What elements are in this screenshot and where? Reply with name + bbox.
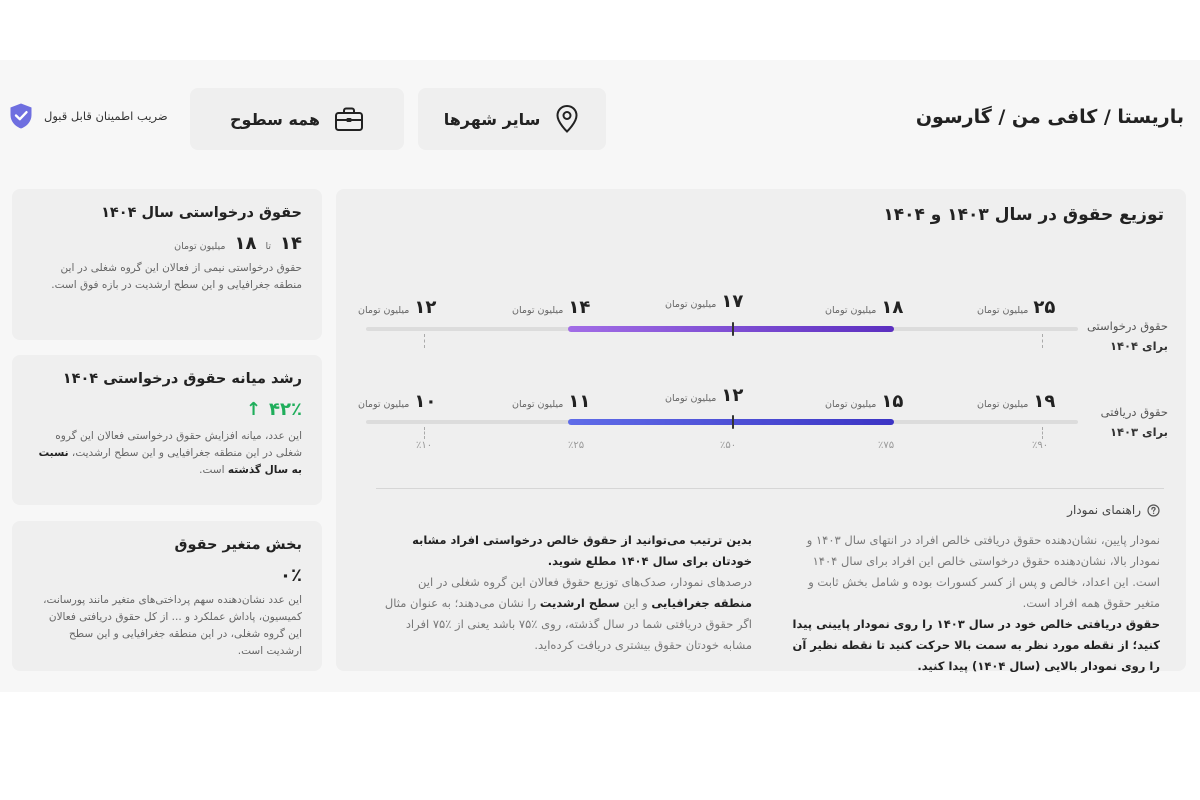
row1-p25-label [512,297,590,318]
row1-p50-unit: میلیون تومان [665,299,717,310]
guide-heading [1067,503,1160,517]
variable-pay-card [12,521,322,671]
guide-heading-text: راهنمای نمودار [1067,503,1141,517]
guide-right-p2: حقوق دریافتی خالص خود در سال ۱۴۰۳ را روی نمودار پایینی پیدا کنید؛ از نقطه مورد نظر به سمت بالا حرکت کنید تا نقطه نظیر آن را روی نمودار بالایی (سال ۱۴۰۴) پیدا کنید. [792,617,1160,673]
help-icon [1147,504,1160,517]
growth-card [12,355,322,505]
row1-p90-unit: میلیون تومان [977,305,1029,316]
row1-p75-value: ۱۸ [881,297,904,318]
guide-left-p1: بدین ترتیب می‌توانید از حقوق خالص درخواستی افراد مشابه خودتان برای سال ۱۴۰۴ مطلع شوید. [412,533,752,568]
row1-label-a: حقوق درخواستی [1086,319,1168,333]
guide-right-p1: نمودار پایین، نشان‌دهنده حقوق دریافتی خالص افراد در انتهای سال ۱۴۰۳ و نمودار بالا، نشان‌دهنده حقوق درخواستی خالص این افراد برای سال ۱۴۰۴ است. این اعداد، خالص و پس از کسر کسورات بوده و شامل بخش ثابت و متغیر حقوق همه افراد است. [806,533,1160,610]
location-pin-icon [554,104,580,134]
row1-range-bar [568,326,894,332]
row2-p25-value: ۱۱ [568,391,591,412]
percentile-90: ٪۹۰ [1032,440,1049,451]
range-to: ۱۸ [234,233,257,254]
page-title: باریستا / کافی من / گارسون [915,106,1184,128]
page [0,60,1200,692]
level-filter[interactable] [190,88,404,150]
row1-p75-unit: میلیون تومان [825,305,877,316]
row1-p50-label [665,291,743,312]
requested-salary-title: حقوق درخواستی سال ۱۴۰۴ [101,205,302,221]
variable-pay-title: بخش متغیر حقوق [174,537,302,553]
range-unit: میلیون تومان [174,241,226,252]
growth-desc-a: این عدد، میانه افزایش حقوق درخواستی فعالان این گروه شغلی در این منطقه جغرافیایی و این سطح ارشدیت، [55,430,302,459]
row2-p90-label [977,391,1055,412]
variable-pay-value: ۰٪ [280,565,302,586]
row2-label-b: برای ۱۴۰۳ [1109,425,1168,439]
row2-p50-label [665,385,743,406]
confidence-badge [8,102,168,130]
row1-p10-value: ۱۲ [414,297,437,318]
row1-median-tick [732,322,734,336]
row2-p75-label [825,391,903,412]
divider [376,488,1164,489]
growth-desc [32,428,302,479]
requested-salary-card [12,189,322,340]
row1-p90-value: ۲۵ [1033,297,1056,318]
growth-desc-b: است. [199,464,228,476]
guide-left-p2-b1: منطقه جغرافیایی [651,596,752,610]
row1-p90-label [977,297,1055,318]
row2-p90-dash [1042,427,1043,439]
row2-p10-value: ۱۰ [414,391,437,412]
city-filter[interactable] [418,88,606,150]
row2-label [1101,402,1168,442]
requested-salary-desc: حقوق درخواستی نیمی از فعالان این گروه شغلی در این منطقه جغرافیایی و این سطح ارشدیت در بازه فوق است. [51,262,302,291]
row2-p90-value: ۱۹ [1033,391,1056,412]
arrow-up-icon: ↑ [245,399,262,420]
level-filter-label: همه سطوح [230,109,320,129]
row1-label [1087,316,1168,356]
row2-p10-dash [424,427,425,439]
row1-p10-unit: میلیون تومان [358,305,410,316]
row2-median-tick [732,415,734,429]
percentile-10: ٪۱۰ [416,440,433,451]
chart-title: توزیع حقوق در سال ۱۴۰۳ و ۱۴۰۴ [883,205,1164,225]
row1-p25-value: ۱۴ [568,297,591,318]
growth-desc-bold: نسبت به سال گذشته [38,447,302,476]
guide-left-p2-a: درصدهای نمودار، صدک‌های توزیع حقوق فعالان این گروه شغلی در این [418,575,752,589]
growth-title: رشد میانه حقوق درخواستی ۱۴۰۴ [62,371,302,387]
briefcase-icon [334,106,364,132]
distribution-card [336,189,1186,671]
row2-range-bar [568,419,894,425]
row1-p50-value: ۱۷ [721,291,744,312]
row2-p10-label [358,391,436,412]
row1-p10-label [358,297,436,318]
row2-p90-unit: میلیون تومان [977,399,1029,410]
shield-check-icon [8,102,34,130]
variable-pay-desc: این عدد نشان‌دهنده سهم پرداختی‌های متغیر مانند پورسانت، کمیسیون، پاداش عملکرد و ... از کل حقوق دریافتی فعالان این گروه شغلی، در این منطقه جغرافیایی و این سطح ارشدیت است. [43,594,302,657]
row2-p10-unit: میلیون تومان [358,399,410,410]
guide-left-p2-b2: سطح ارشدیت [539,596,620,610]
range-to-word: تا [265,241,272,252]
guide-left [378,530,752,656]
row2-p25-unit: میلیون تومان [512,399,564,410]
row1-p10-dash [424,334,425,348]
row2-p50-value: ۱۲ [721,385,744,406]
growth-value: ۴۲٪ [269,399,302,420]
row1-p75-label [825,297,903,318]
row2-p25-label [512,391,590,412]
percentile-75: ٪۷۵ [878,440,895,451]
confidence-label: ضریب اطمینان قابل قبول [44,109,168,123]
city-filter-label: سایر شهرها [443,109,541,129]
requested-salary-range [32,233,302,254]
guide-left-p2 [378,572,752,656]
range-from: ۱۴ [280,233,302,254]
row1-p25-unit: میلیون تومان [512,305,564,316]
row2-p50-unit: میلیون تومان [665,393,717,404]
percentile-25: ٪۲۵ [568,440,585,451]
growth-value-row [32,399,302,420]
row2-label-a: حقوق دریافتی [1100,405,1168,419]
guide-right [792,530,1160,677]
row1-p90-dash [1042,334,1043,348]
row2-p75-value: ۱۵ [881,391,904,412]
row1-label-b: برای ۱۴۰۴ [1109,339,1168,353]
guide-left-p2-d: را نشان می‌دهند؛ به عنوان مثال اگر حقوق دریافتی شما در سال گذشته، روی ٪۷۵ باشد یعنی از ٪۷۵ افراد مشابه خودتان حقوق بیشتری دریافت کرده‌اید. [384,596,752,652]
percentile-50: ٪۵۰ [720,440,737,451]
guide-left-p2-c: و این [619,596,652,610]
row2-p75-unit: میلیون تومان [825,399,877,410]
